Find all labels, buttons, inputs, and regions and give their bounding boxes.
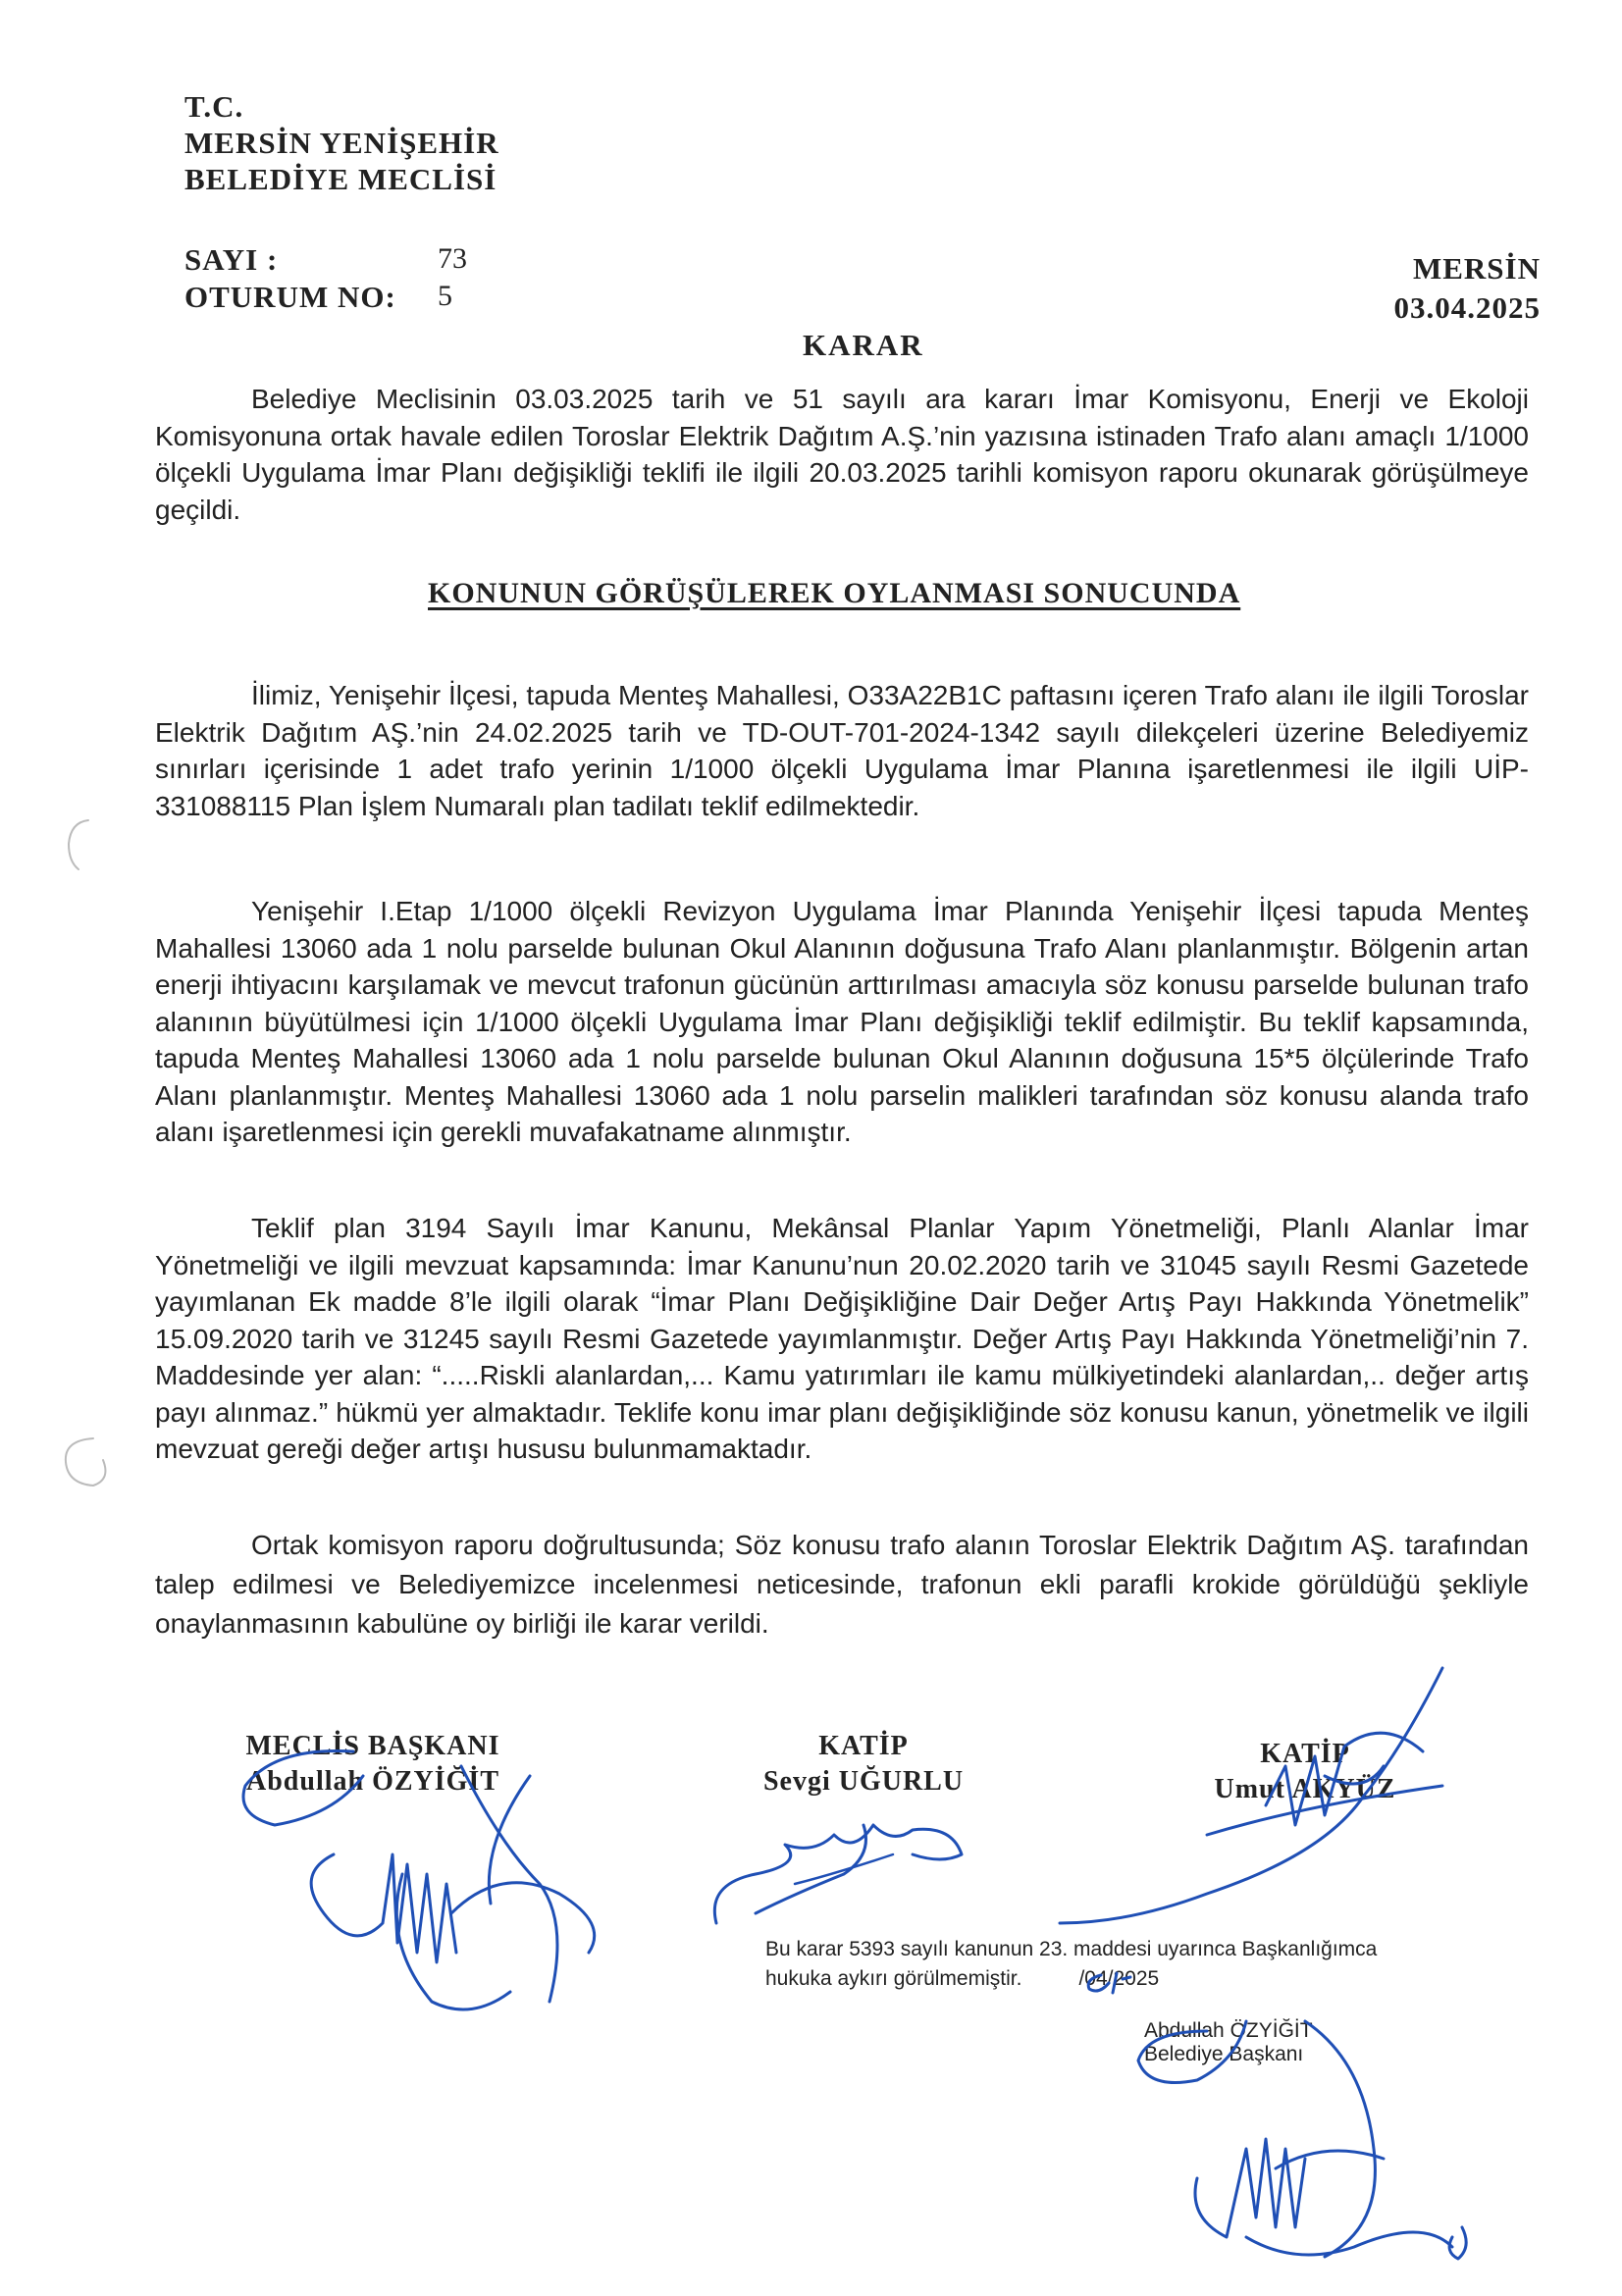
approval-line-2	[765, 1964, 1377, 1994]
mayor-title: Belediye Başkanı	[1144, 2043, 1304, 2065]
approval-line-2-prefix: hukuka aykırı görülmemiştir.	[765, 1967, 1022, 1990]
signature-clerk1-handwritten	[697, 1786, 991, 1943]
intro-paragraph: Belediye Meclisinin 03.03.2025 tarih ve 51 sayılı ara kararı İmar Komisyonu, Enerji ve Ekoloji Komisyonuna ortak havale edilen Toroslar Elektrik Dağıtım A.Ş.’nin yazısına istinaden Trafo alanı amaçlı 1/1000 ölçekli Uygulama İmar Planı değişikliği teklifi ile ilgili 20.03.2025 tarihli komisyon raporu okunarak görüşülmeye geçildi.	[155, 384, 1529, 525]
document-title: KARAR	[803, 328, 924, 362]
mayor-block	[1144, 2019, 1313, 2066]
body-paragraph-4: Ortak komisyon raporu doğrultusunda; Söz konusu trafo alanın Toroslar Elektrik Dağıtım AŞ. tarafından talep edilmesi ve Belediyemizce incelenmesi neticesinde, trafonun ekli parafli krokide görüldüğü şekliyle onaylanmasının kabulüne oy birliği ile karar verildi.	[155, 1530, 1529, 1639]
signature-block-clerk-1	[716, 1729, 1011, 1800]
punch-hole-mark-lower	[54, 1433, 113, 1491]
body-paragraph-2: Yenişehir I.Etap 1/1000 ölçekli Revizyon Uygulama İmar Planında Yenişehir İlçesi tapuda Menteş Mahallesi 13060 ada 1 nolu parselde bulunan Okul Alanının doğusuna Trafo Alanı planlanmıştır. Bölgenin artan enerji ihtiyacını karşılamak ve mevcut trafonun gücünün arttırılması amacıyla söz konusu parselde bulunan trafo alanının büyütülmesi için 1/1000 ölçekli Uygulama İmar Planı değişikliği teklif edilmiştir. Bu teklif kapsamında, tapuda Menteş Mahallesi 13060 ada 1 nolu parselde bulunan Okul Alanının doğusuna 15*5 ölçülerinde Trafo Alanı planlanmıştır. Menteş Mahallesi 13060 ada 1 nolu parselin malikleri tarafından söz konusu alanda trafo alanı işaretlenmesi için gerekli muvafakatname alınmıştır.	[155, 896, 1529, 1147]
signature-block-clerk-2	[1158, 1737, 1452, 1807]
sayi-value: 73	[438, 242, 467, 275]
approval-note	[765, 1935, 1377, 1994]
approval-line-2-suffix: /04/2025	[1078, 1967, 1160, 1990]
header-tc: T.C.	[184, 89, 244, 124]
header-council: BELEDİYE MECLİSİ	[184, 162, 497, 196]
signature-name: Abdullah ÖZYİĞİT	[246, 1766, 499, 1797]
decision-heading: KONUNUN GÖRÜŞÜLEREK OYLANMASI SONUCUNDA	[428, 577, 1241, 609]
header-municipality: MERSİN YENİŞEHİR	[184, 126, 499, 160]
approval-line-1: Bu karar 5393 sayılı kanunun 23. maddesi uyarınca Başkanlığımca	[765, 1938, 1378, 1960]
signature-name: Sevgi UĞURLU	[762, 1766, 965, 1797]
signature-role: KATİP	[1260, 1739, 1350, 1769]
oturum-label: OTURUM NO:	[184, 280, 396, 314]
city: MERSİN	[1412, 251, 1541, 286]
oturum-value: 5	[438, 280, 452, 312]
punch-hole-mark-upper	[59, 814, 98, 873]
signature-block-president	[216, 1729, 530, 1800]
body-paragraph-3: Teklif plan 3194 Sayılı İmar Kanunu, Mekânsal Planlar Yapım Yönetmeliği, Planlı Alanlar İmar Yönetmeliği ve ilgili mevzuat kapsamında: İmar Kanunu’nun 20.02.2020 tarih ve 31045 sayılı Resmi Gazetede yayımlanan Ek madde 8’le ilgili olarak “İmar Planı Değişikliğine Dair Değer Artış Payı Hakkında Yönetmelik” 15.09.2020 tarih ve 31245 sayılı Resmi Gazetede yayımlanmıştır. Değer Artış Payı Hakkında Yönetmeliği’nin 7. Maddesinde yer alan: “.....Riskli alanlardan,... Kamu yatırımları ile kamu mülkiyetindeki alanlardan,.. değer artış payı alınmaz.” hükmü yer almaktadır. Teklife konu imar planı değişikliğinde söz konusu kanun, yönetmelik ve ilgili mevzuat gereği değer artışı hususu bulunmamaktadır.	[155, 1213, 1529, 1464]
mayor-name: Abdullah ÖZYİĞİT	[1144, 2019, 1313, 2042]
body-paragraph-1: İlimiz, Yenişehir İlçesi, tapuda Menteş Mahallesi, O33A22B1C paftasını içeren Trafo alanı ile ilgili Toroslar Elektrik Dağıtım AŞ.’nin 24.02.2025 tarih ve TD-OUT-701-2024-1342 sayılı dilekçeleri üzerine Belediyemiz sınırları içerisinde 1 adet trafo yerinin 1/1000 ölçekli Uygulama İmar Planına işaretlenmesi ile ilgili UİP-331088115 Plan İşlem Numaralı plan tadilatı teklif edilmektedir.	[155, 680, 1529, 821]
signature-role: MECLİS BAŞKANI	[245, 1731, 500, 1761]
signature-name: Umut AKYÜZ	[1214, 1774, 1396, 1804]
sayi-label: SAYI :	[184, 242, 279, 277]
document-date: 03.04.2025	[1393, 290, 1541, 325]
signature-role: KATİP	[818, 1731, 909, 1761]
